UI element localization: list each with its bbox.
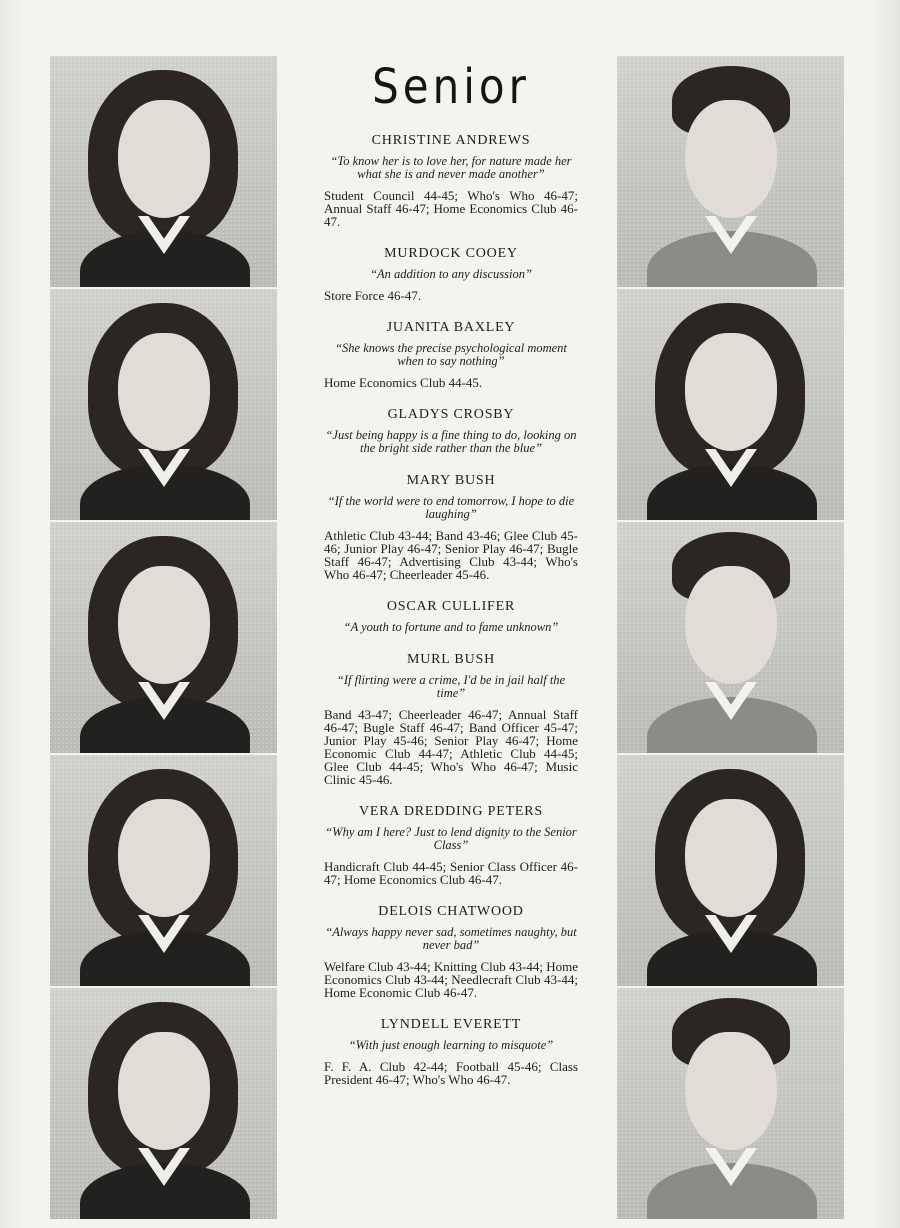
senior-name: DELOIS CHATWOOD: [378, 904, 524, 919]
senior-name: JUANITA BAXLEY: [386, 320, 516, 335]
senior-activities: Handicraft Club 44-45; Senior Class Officer 46-47; Home Economics Club 46-47.: [324, 859, 578, 887]
senior-activities: Student Council 44-45; Who's Who 46-47; Annual Staff 46-47; Home Economics Club 46-47.: [324, 188, 578, 229]
senior-entry: [320, 652, 582, 786]
senior-quote: “If flirting were a crime, I'd be in jail half the time”: [336, 673, 566, 700]
senior-quote: “A youth to fortune and to fame unknown”: [343, 620, 559, 634]
senior-entry: [320, 1017, 582, 1086]
senior-activities: Band 43-47; Cheerleader 46-47; Annual Staff 46-47; Bugle Staff 46-47; Band Officer 45-47; Junior Play 45-46; Senior Play 46-47; Home Economic Club 44-47; Athletic Club 44-45; Glee Club 44-45; Who's Who 46-47; Music Clinic 45-46.: [324, 707, 578, 787]
photo-vera-dredding-peters: [50, 755, 277, 986]
senior-entry: [320, 246, 582, 302]
photo-oscar-cullifer: [617, 522, 844, 753]
senior-name: MURL BUSH: [407, 652, 495, 667]
senior-entry: [320, 320, 582, 389]
senior-name: VERA DREDDING PETERS: [358, 804, 543, 819]
page-title: Senior: [372, 58, 530, 115]
senior-activities: Welfare Club 43-44; Knitting Club 43-44; Home Economics Club 43-44; Needlecraft Club 43-44; Home Economic Club 46-47.: [324, 959, 578, 1000]
photo-gladys-crosby: [617, 289, 844, 520]
senior-entry: [320, 473, 582, 581]
photo-juanita-baxley: [50, 289, 277, 520]
photo-murl-bush: [617, 755, 844, 986]
photo-lyndell-everett: [617, 988, 844, 1219]
left-photo-column: [50, 56, 277, 1221]
senior-entry: [320, 133, 582, 228]
senior-entry: [320, 599, 582, 634]
photo-murdock-cooey: [617, 56, 844, 287]
right-photo-column: [617, 56, 844, 1221]
senior-name: MARY BUSH: [406, 473, 496, 488]
senior-quote: “To know her is to love her, for nature made her what she is and never made another”: [330, 154, 572, 181]
senior-activities: Athletic Club 43-44; Band 43-46; Glee Club 45-46; Junior Play 46-47; Senior Play 46-47; Bugle Staff 46-47; Advertising Club 43-44; Who's Who 46-47; Cheerleader 45-46.: [324, 528, 578, 582]
senior-activities: Home Economics Club 44-45.: [324, 375, 483, 390]
photo-christine-andrews: [50, 56, 277, 287]
senior-quote: “Just being happy is a fine thing to do, looking on the bright side rather than the blue”: [325, 428, 577, 455]
senior-entry: [320, 407, 582, 455]
senior-quote: “With just enough learning to misquote”: [348, 1038, 554, 1052]
senior-quote: “She knows the precise psychological moment when to say nothing”: [335, 341, 567, 368]
senior-quote: “Why am I here? Just to lend dignity to the Senior Class”: [325, 825, 577, 852]
senior-name: MURDOCK COOEY: [384, 246, 518, 261]
senior-name: LYNDELL EVERETT: [380, 1017, 522, 1032]
senior-entry: [320, 904, 582, 999]
senior-name: CHRISTINE ANDREWS: [371, 133, 531, 148]
senior-text-column: [320, 60, 582, 1104]
photo-delois-chatwood: [50, 988, 277, 1219]
senior-quote: “An addition to any discussion”: [370, 267, 532, 281]
senior-entry: [320, 804, 582, 886]
senior-activities: F. F. A. Club 42-44; Football 45-46; Class President 46-47; Who's Who 46-47.: [324, 1059, 578, 1087]
senior-name: OSCAR CULLIFER: [386, 599, 516, 614]
photo-mary-bush: [50, 522, 277, 753]
senior-name: GLADYS CROSBY: [387, 407, 515, 422]
senior-quote: “Always happy never sad, sometimes naughty, but never bad”: [325, 925, 577, 952]
senior-activities: Store Force 46-47.: [324, 288, 422, 303]
senior-quote: “If the world were to end tomorrow, I hope to die laughing”: [327, 494, 575, 521]
